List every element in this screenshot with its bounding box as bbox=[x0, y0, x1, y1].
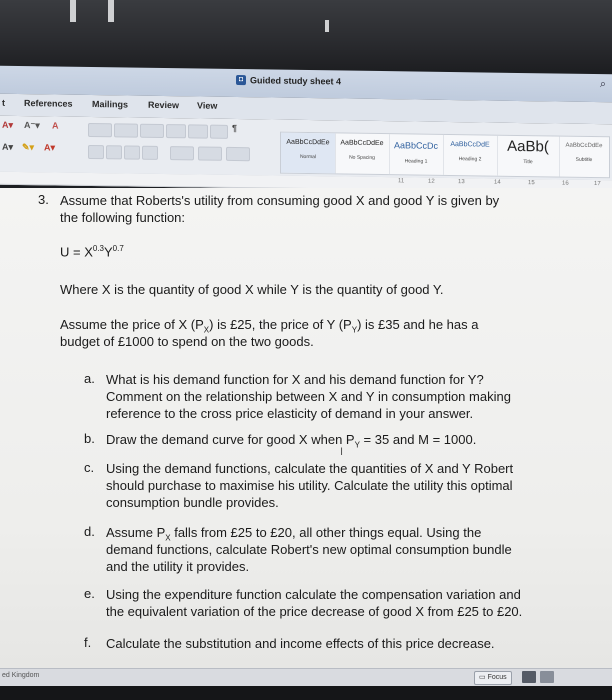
ruler-mark: 14 bbox=[494, 179, 501, 186]
background-room bbox=[0, 0, 612, 70]
ruler-mark: 12 bbox=[428, 178, 435, 185]
styles-gallery bbox=[280, 132, 610, 179]
item-a-line: What is his demand function for X and his demand function for Y? bbox=[106, 372, 484, 387]
item-d-line: and the utility it provides. bbox=[106, 559, 250, 574]
status-bar bbox=[0, 668, 612, 687]
item-a-line: Comment on the relationship between X and Y in consumption making bbox=[106, 389, 511, 404]
style-sample: AaBbCcDdE bbox=[450, 141, 490, 149]
tab-references[interactable]: References bbox=[24, 98, 73, 109]
item-b-text: Draw the demand curve for good X when P bbox=[106, 432, 355, 447]
style-sample: AaBbCcDdEe bbox=[286, 138, 330, 147]
cloud-doc-icon: ◘ bbox=[236, 75, 246, 85]
item-label: a. bbox=[84, 371, 95, 386]
subscript-x: X bbox=[203, 325, 210, 335]
shading-icon[interactable] bbox=[198, 146, 222, 160]
background-object bbox=[108, 0, 114, 22]
style-sample: AaBbCcDdEe bbox=[340, 139, 384, 148]
text-effects-icon[interactable]: A▾ bbox=[2, 141, 14, 152]
style-normal[interactable] bbox=[281, 133, 336, 174]
numbering-icon[interactable] bbox=[114, 123, 138, 137]
question-number: 3. bbox=[38, 192, 49, 207]
assume-line-2: budget of £1000 to spend on the two goods. bbox=[60, 334, 314, 349]
item-b-text: = 35 and M = 1000. bbox=[359, 432, 477, 447]
item-c-line: Using the demand functions, calculate the quantities of X and Y Robert bbox=[106, 461, 514, 476]
subscript-y: Y bbox=[354, 440, 360, 450]
text-cursor-icon: I bbox=[340, 446, 344, 458]
borders-icon[interactable] bbox=[226, 147, 250, 161]
tab-mailings[interactable]: Mailings bbox=[92, 99, 129, 110]
style-name: Normal bbox=[299, 153, 317, 161]
style-subtitle[interactable] bbox=[559, 137, 609, 178]
document-page[interactable] bbox=[0, 188, 612, 668]
font-shrink-icon[interactable]: A⁻▾ bbox=[24, 120, 40, 131]
assume-text: ) is £35 and he has a bbox=[357, 317, 479, 332]
item-label: e. bbox=[84, 586, 95, 601]
background-object bbox=[70, 0, 76, 22]
style-name: Heading 1 bbox=[404, 158, 428, 165]
assume-text: ) is £25, the price of Y (P bbox=[209, 317, 352, 332]
item-label: f. bbox=[84, 635, 92, 650]
clear-format-icon[interactable]: A bbox=[52, 120, 59, 131]
increase-indent-icon[interactable] bbox=[188, 124, 208, 138]
style-heading-1[interactable] bbox=[389, 134, 444, 175]
web-layout-icon[interactable] bbox=[540, 671, 554, 683]
style-name: Title bbox=[523, 159, 533, 166]
subscript-x: X bbox=[165, 533, 171, 543]
style-name: Subtitle bbox=[575, 156, 593, 163]
style-name: No Spacing bbox=[349, 154, 375, 161]
item-f-line: Calculate the substitution and income effects of this price decrease. bbox=[106, 636, 495, 651]
multilevel-list-icon[interactable] bbox=[140, 124, 164, 138]
language-indicator[interactable]: ed Kingdom bbox=[2, 672, 40, 679]
tab-view[interactable]: View bbox=[197, 100, 218, 111]
font-color-icon[interactable]: A▾ bbox=[44, 142, 56, 153]
focus-label: Focus bbox=[487, 674, 507, 681]
tab-review[interactable]: Review bbox=[148, 99, 180, 111]
background-object bbox=[325, 20, 329, 32]
where-line: Where X is the quantity of good X while Y is the quantity of good Y. bbox=[60, 282, 444, 297]
style-title[interactable] bbox=[497, 136, 560, 177]
utility-equation bbox=[60, 244, 124, 259]
pilcrow-icon[interactable]: ¶ bbox=[232, 122, 238, 134]
style-heading-2[interactable] bbox=[443, 135, 498, 176]
ruler-mark: 11 bbox=[398, 178, 405, 185]
decrease-indent-icon[interactable] bbox=[166, 124, 186, 138]
eq-prefix: U = X bbox=[60, 244, 93, 260]
item-d-line: demand functions, calculate Robert's new optimal consumption bundle bbox=[106, 542, 512, 557]
assume-text: Assume the price of X (P bbox=[60, 317, 204, 332]
screen-bezel bbox=[0, 686, 612, 700]
document-title bbox=[236, 75, 341, 86]
item-d-text: Assume P bbox=[106, 525, 166, 540]
tab-partial[interactable]: t bbox=[2, 97, 5, 108]
align-center-icon[interactable] bbox=[106, 145, 122, 159]
eq-exp-y: 0.7 bbox=[112, 244, 124, 253]
print-layout-icon[interactable] bbox=[522, 671, 536, 683]
ruler-mark: 16 bbox=[562, 180, 569, 187]
font-grow-icon[interactable]: A▾ bbox=[2, 119, 14, 130]
item-e-line: the equivalent variation of the price decrease of good X from £25 to £20. bbox=[106, 604, 523, 619]
ruler-mark: 13 bbox=[458, 179, 465, 186]
search-icon[interactable]: ⌕ bbox=[599, 78, 606, 91]
style-sample: AaBbCcDc bbox=[393, 140, 438, 151]
align-right-icon[interactable] bbox=[124, 145, 140, 159]
item-d-text: falls from £25 to £20, all other things equal. Using the bbox=[170, 525, 482, 540]
item-e-line: Using the expenditure function calculate the compensation variation and bbox=[106, 587, 521, 602]
ruler-mark: 15 bbox=[528, 180, 535, 187]
eq-y: Y bbox=[104, 244, 113, 260]
sort-icon[interactable] bbox=[210, 125, 228, 139]
item-c-line: consumption bundle provides. bbox=[106, 495, 279, 510]
item-label: d. bbox=[84, 524, 95, 539]
align-left-icon[interactable] bbox=[88, 145, 104, 159]
style-name: Heading 2 bbox=[458, 156, 482, 163]
style-sample: AaBb( bbox=[507, 137, 549, 156]
document-title-text: Guided study sheet 4 bbox=[250, 75, 342, 87]
item-label: b. bbox=[84, 431, 95, 446]
bullets-icon[interactable] bbox=[88, 123, 112, 137]
item-label: c. bbox=[84, 460, 95, 475]
style-sample: AaBbCcDdEe bbox=[565, 142, 603, 150]
intro-line-1: Assume that Roberts's utility from consuming good X and good Y is given by bbox=[60, 193, 500, 208]
focus-button[interactable]: ▭ Focus bbox=[474, 671, 512, 685]
item-c-line: should purchase to maximise his utility. Calculate the utility this optimal bbox=[106, 478, 513, 493]
line-spacing-icon[interactable] bbox=[170, 146, 194, 160]
item-a-line: reference to the cross price elasticity of demand in your answer. bbox=[106, 406, 474, 421]
style-no-spacing[interactable] bbox=[335, 133, 390, 174]
eq-exp-x: 0.3 bbox=[92, 244, 104, 253]
intro-line-2: the following function: bbox=[60, 210, 186, 225]
ruler-mark: 17 bbox=[594, 181, 601, 188]
highlight-icon[interactable]: ✎▾ bbox=[22, 142, 35, 153]
item-b-line bbox=[106, 431, 476, 454]
justify-icon[interactable] bbox=[142, 146, 158, 160]
subscript-y: Y bbox=[351, 325, 358, 335]
